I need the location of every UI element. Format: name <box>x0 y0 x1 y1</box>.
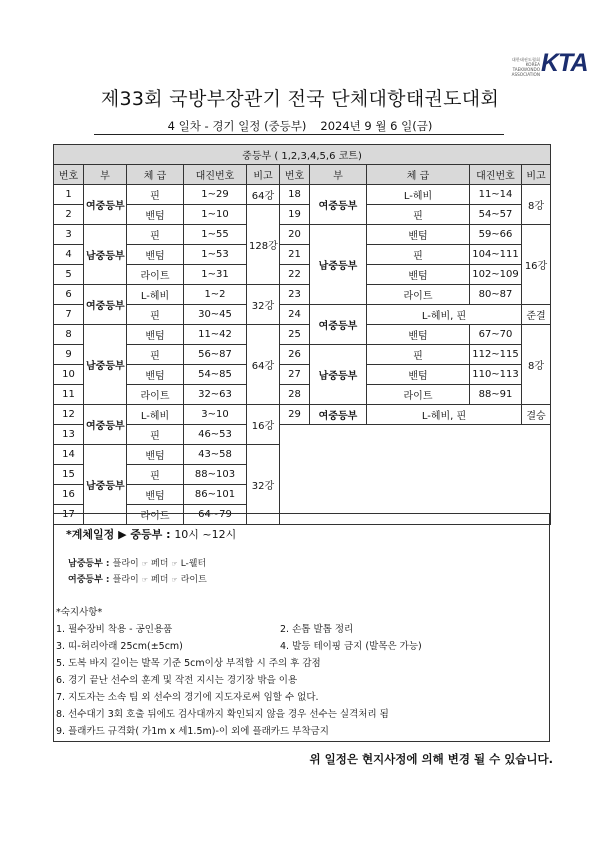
cell-no: 9 <box>54 345 84 365</box>
cell-note: 32강 <box>247 445 280 525</box>
cell-bracket: 59~66 <box>470 225 522 245</box>
cell-bracket: 54~57 <box>470 205 522 225</box>
cell-weight: 라이트 <box>127 385 184 405</box>
cell-division: 남중등부 <box>84 225 127 285</box>
col-header: 부 <box>310 165 367 185</box>
rule-item: 1. 필수장비 착용 - 공인용품 <box>56 624 173 635</box>
cell-weight: 핀 <box>127 305 184 325</box>
cell-weight: 밴텀 <box>367 265 470 285</box>
cell-weight: 밴텀 <box>127 205 184 225</box>
cell-no: 16 <box>54 485 84 505</box>
cell-note: 16강 <box>247 405 280 445</box>
cell-bracket: 43~58 <box>184 445 247 465</box>
rules-title: *숙지사항* <box>56 607 103 618</box>
rule-item: 9. 플래카드 규격화( 가1m x 세1.5m)-이 외에 플래카드 부착금지 <box>56 726 329 737</box>
cell-no: 19 <box>280 205 310 225</box>
cell-weight: 밴텀 <box>367 225 470 245</box>
table-row <box>54 245 551 265</box>
cell-no: 24 <box>280 305 310 325</box>
table-row <box>54 225 551 245</box>
cell-weight: 밴텀 <box>127 325 184 345</box>
col-header: 체 급 <box>127 165 184 185</box>
date-label: 2024년 9 월 6 일(금) <box>320 119 433 133</box>
cell-no: 4 <box>54 245 84 265</box>
cell-weight: 밴텀 <box>127 245 184 265</box>
cell-note: 8강 <box>522 325 551 405</box>
cell-weight: 라이트 <box>127 505 184 525</box>
cell-bracket: 1~31 <box>184 265 247 285</box>
cell-no: 12 <box>54 405 84 425</box>
column-header-row <box>54 165 551 185</box>
cell-no: 14 <box>54 445 84 465</box>
cell-bracket: 67~70 <box>470 325 522 345</box>
cell-bracket: 11~14 <box>470 185 522 205</box>
notes-box <box>53 513 550 742</box>
cell-weight: L-헤비 <box>127 285 184 305</box>
cell-no: 28 <box>280 385 310 405</box>
col-header: 부 <box>84 165 127 185</box>
cell-division: 남중등부 <box>84 325 127 405</box>
cell-bracket: 46~53 <box>184 425 247 445</box>
cell-bracket: 1~2 <box>184 285 247 305</box>
weight-class: 플라이 <box>112 575 139 585</box>
cell-no: 18 <box>280 185 310 205</box>
weight-class: 플라이 <box>112 559 139 569</box>
cell-no: 22 <box>280 265 310 285</box>
cell-bracket: 64~79 <box>184 505 247 525</box>
cell-no: 21 <box>280 245 310 265</box>
cell-weight: L-헤비, 핀 <box>367 405 522 425</box>
section-title: 중등부 ( 1,2,3,4,5,6 코트) <box>54 145 551 165</box>
cell-note: 결승 <box>522 405 551 425</box>
cell-weight: 밴텀 <box>367 365 470 385</box>
table-row <box>54 185 551 205</box>
cell-note: 128강 <box>247 205 280 285</box>
table-row <box>54 425 551 445</box>
cell-weight: 핀 <box>367 345 470 365</box>
footer-notice: 위 일정은 현지사정에 의해 변경 될 수 있습니다. <box>309 752 553 766</box>
cell-no: 17 <box>54 505 84 525</box>
cell-weight: 밴텀 <box>127 485 184 505</box>
logo-caption: 대한태권도협회 KOREA TAEKWONDO ASSOCIATION <box>511 57 540 77</box>
cell-bracket: 3~10 <box>184 405 247 425</box>
pointing-hand-icon: ☞ <box>141 560 149 568</box>
cell-weight: 라이트 <box>127 265 184 285</box>
cell-bracket: 56~87 <box>184 345 247 365</box>
cell-weight: 라이트 <box>367 285 470 305</box>
cell-division: 여중등부 <box>84 285 127 325</box>
cell-bracket: 80~87 <box>470 285 522 305</box>
cell-note: 32강 <box>247 285 280 325</box>
col-header: 비고 <box>522 165 551 185</box>
cell-bracket: 54~85 <box>184 365 247 385</box>
table-row <box>54 265 551 285</box>
col-header: 체 급 <box>367 165 470 185</box>
weight-class: 페더 <box>151 559 169 569</box>
rule-item: 2. 손톱 발톱 정리 <box>280 624 354 635</box>
weight-class: 페더 <box>151 575 169 585</box>
cell-weight: 핀 <box>127 345 184 365</box>
kta-logo <box>506 49 588 77</box>
cell-division: 여중등부 <box>310 185 367 225</box>
cell-no: 2 <box>54 205 84 225</box>
cell-division: 남중등부 <box>310 345 367 405</box>
empty-area <box>280 425 551 525</box>
cell-weight: 라이트 <box>367 385 470 405</box>
col-header: 번호 <box>54 165 84 185</box>
rule-item: 7. 지도자는 소속 팀 외 선수의 경기에 지도자로써 임할 수 없다. <box>56 692 319 703</box>
table-row <box>54 345 551 365</box>
cell-bracket: 86~101 <box>184 485 247 505</box>
col-header: 대진번호 <box>470 165 522 185</box>
section-header-row <box>54 145 551 165</box>
table-row <box>54 205 551 225</box>
cell-no: 1 <box>54 185 84 205</box>
cell-no: 5 <box>54 265 84 285</box>
pointing-hand-icon: ☞ <box>171 560 178 568</box>
cell-bracket: 88~91 <box>470 385 522 405</box>
weight-class: 라이트 <box>180 575 207 585</box>
cell-note: 16강 <box>522 225 551 305</box>
cell-note: 64강 <box>247 185 280 205</box>
pointing-hand-icon: ☞ <box>171 576 178 584</box>
table-row <box>54 365 551 385</box>
cell-no: 3 <box>54 225 84 245</box>
cell-division: 여중등부 <box>310 305 367 345</box>
page-subtitle <box>0 118 600 134</box>
girls-weigh-order <box>68 572 207 585</box>
weigh-in-time: 10시 ~12시 <box>174 528 237 541</box>
cell-no: 26 <box>280 345 310 365</box>
title-underline <box>94 134 504 135</box>
cell-weight: L-헤비 <box>367 185 470 205</box>
col-header: 대진번호 <box>184 165 247 185</box>
cell-bracket: 30~45 <box>184 305 247 325</box>
cell-no: 15 <box>54 465 84 485</box>
table-row <box>54 285 551 305</box>
cell-bracket: 32~63 <box>184 385 247 405</box>
cell-weight: 밴텀 <box>367 325 470 345</box>
col-header: 비고 <box>247 165 280 185</box>
rule-item: 5. 도복 바지 길이는 발목 기준 5cm이상 부적합 시 주의 후 감점 <box>56 658 321 669</box>
rule-item: 8. 선수대기 3회 호출 뒤에도 검사대까지 확인되지 않을 경우 선수는 실격처리 됨 <box>56 709 389 720</box>
cell-weight: 핀 <box>367 205 470 225</box>
page-title: 제33회 국방부장관기 전국 단체대항태권도대회 <box>100 88 500 110</box>
day-label: 4 일차 - 경기 일정 (중등부) <box>167 119 307 133</box>
cell-division: 남중등부 <box>84 445 127 525</box>
cell-no: 6 <box>54 285 84 305</box>
cell-weight: 핀 <box>127 425 184 445</box>
boys-weigh-order <box>68 556 206 569</box>
cell-division: 남중등부 <box>310 225 367 305</box>
cell-bracket: 112~115 <box>470 345 522 365</box>
cell-bracket: 1~29 <box>184 185 247 205</box>
cell-no: 8 <box>54 325 84 345</box>
pointing-hand-icon: ☞ <box>141 576 149 584</box>
table-row <box>54 405 551 425</box>
boys-label: 남중등부 : <box>68 559 113 569</box>
cell-weight: 핀 <box>127 225 184 245</box>
table-row <box>54 305 551 325</box>
cell-weight: L-헤비 <box>127 405 184 425</box>
cell-no: 29 <box>280 405 310 425</box>
cell-weight: 핀 <box>127 185 184 205</box>
weight-class: L-웰터 <box>180 559 207 569</box>
col-header: 번호 <box>280 165 310 185</box>
cell-division: 여중등부 <box>84 405 127 445</box>
cell-bracket: 110~113 <box>470 365 522 385</box>
cell-division: 여중등부 <box>84 185 127 225</box>
cell-bracket: 1~53 <box>184 245 247 265</box>
rule-item: 4. 발등 테이핑 금지 (발목은 가능) <box>280 641 422 652</box>
cell-bracket: 104~111 <box>470 245 522 265</box>
cell-no: 23 <box>280 285 310 305</box>
cell-no: 11 <box>54 385 84 405</box>
girls-label: 여중등부 : <box>68 575 113 585</box>
weigh-in-schedule <box>66 526 236 542</box>
cell-note: 64강 <box>247 325 280 405</box>
cell-weight: 핀 <box>127 465 184 485</box>
schedule-table <box>53 144 551 525</box>
cell-no: 25 <box>280 325 310 345</box>
cell-no: 13 <box>54 425 84 445</box>
cell-no: 27 <box>280 365 310 385</box>
cell-bracket: 11~42 <box>184 325 247 345</box>
cell-weight: 밴텀 <box>127 365 184 385</box>
logo-text: KTA <box>541 49 588 77</box>
cell-division: 여중등부 <box>310 405 367 425</box>
weigh-in-label: *계체일정 ▶ 중등부 : <box>66 528 175 541</box>
cell-bracket: 1~55 <box>184 225 247 245</box>
cell-no: 20 <box>280 225 310 245</box>
cell-note: 준결 <box>522 305 551 325</box>
cell-bracket: 88~103 <box>184 465 247 485</box>
cell-weight: 핀 <box>367 245 470 265</box>
cell-no: 10 <box>54 365 84 385</box>
cell-note: 8강 <box>522 185 551 225</box>
cell-bracket: 102~109 <box>470 265 522 285</box>
cell-weight: L-헤비, 핀 <box>367 305 522 325</box>
cell-weight: 밴텀 <box>127 445 184 465</box>
cell-bracket: 1~10 <box>184 205 247 225</box>
rule-item: 3. 띠-허리아래 25cm(±5cm) <box>56 641 183 652</box>
cell-no: 7 <box>54 305 84 325</box>
rule-item: 6. 경기 끝난 선수의 훈계 및 작전 지시는 경기장 밖을 이용 <box>56 675 298 686</box>
table-row <box>54 385 551 405</box>
table-row <box>54 325 551 345</box>
